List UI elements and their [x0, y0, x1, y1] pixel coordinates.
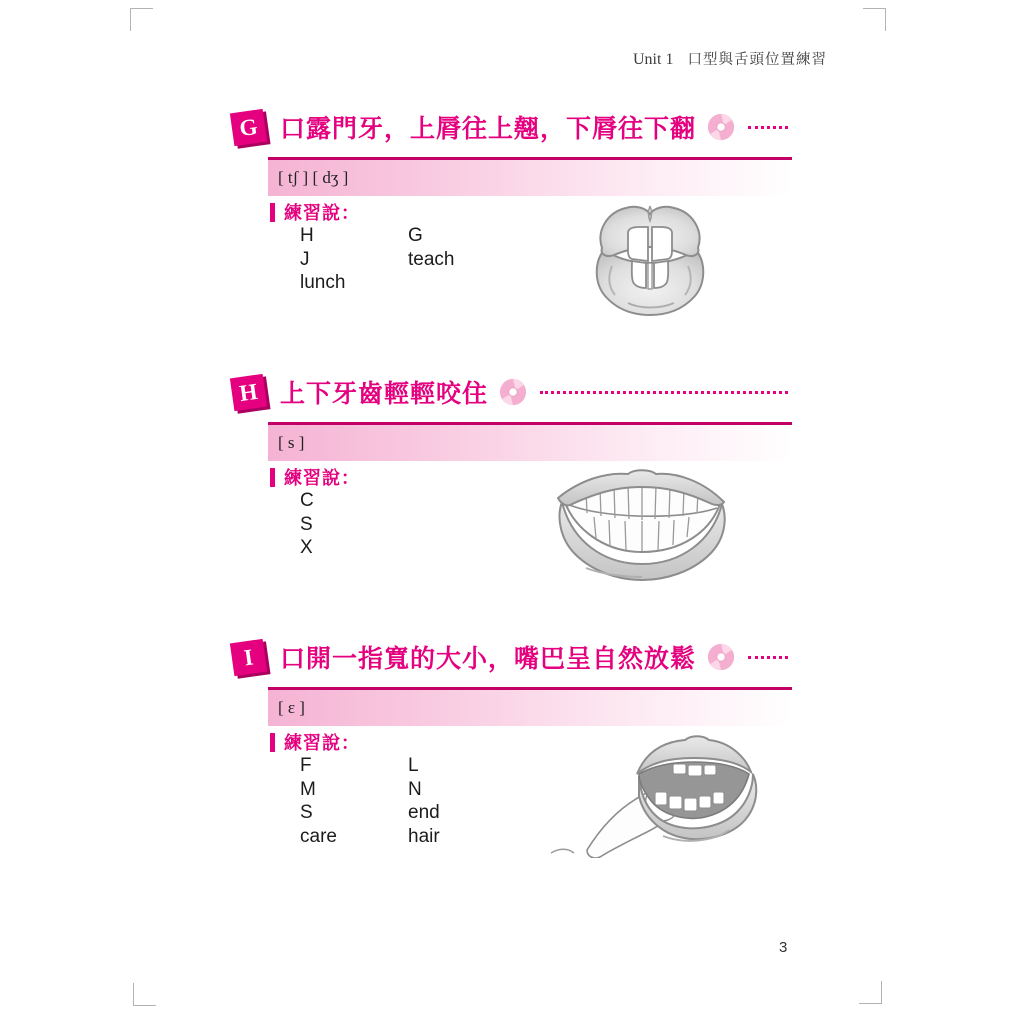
crop-mark-top-right [863, 8, 886, 31]
section-badge [230, 108, 267, 145]
chapter-title: 口型與舌頭位置練習 [687, 52, 827, 68]
section-badge [230, 638, 267, 675]
practice-marker [270, 733, 275, 752]
crop-mark-top-left [130, 8, 153, 31]
practice-marker [270, 468, 275, 487]
cd-icon [706, 642, 736, 672]
phonetic-label: [ tʃ ] [ dʒ ] [268, 160, 792, 196]
word-item: hair [408, 825, 440, 847]
section-badge [230, 373, 267, 410]
section-heading-row [232, 107, 790, 147]
word-item: lunch [300, 272, 346, 293]
word-item: F [300, 755, 312, 776]
page-number: 3 [779, 939, 788, 956]
finger-open-mouth-illustration [543, 726, 759, 858]
dotted-leader [540, 391, 788, 394]
word-column [300, 489, 408, 560]
badge-letter: G [237, 113, 260, 141]
word-column [408, 754, 440, 848]
practice-label: 練習說： [284, 468, 360, 488]
word-item: teach [408, 248, 455, 270]
practice-header [270, 201, 360, 223]
word-column [300, 224, 408, 295]
practice-label: 練習說： [284, 203, 360, 223]
word-item: N [408, 778, 422, 800]
phonetic-bar [268, 157, 792, 196]
word-item: end [408, 802, 440, 823]
section-title: 口開一指寬的大小，嘴巴呈自然放鬆 [280, 645, 697, 673]
section-title: 口露門牙，上脣往上翹，下脣往下翻 [280, 115, 697, 143]
mouth-front-teeth-illustration [588, 200, 714, 318]
phonetic-bar [268, 422, 792, 461]
word-item: H [300, 225, 314, 246]
word-item: M [300, 778, 316, 800]
word-item: care [300, 825, 337, 847]
dotted-leader [748, 656, 788, 659]
phonetic-label: [ ɛ ] [268, 690, 792, 726]
smiling-teeth-illustration [552, 462, 732, 588]
practice-label: 練習說： [284, 733, 360, 753]
word-item: C [300, 490, 314, 511]
dotted-leader [748, 126, 788, 129]
crop-mark-bottom-left [133, 983, 156, 1006]
crop-mark-bottom-right [859, 981, 882, 1004]
word-column [408, 224, 454, 295]
unit-label: Unit 1 [633, 51, 674, 68]
running-head [633, 48, 827, 69]
word-item: S [300, 802, 313, 823]
badge-letter: I [242, 643, 255, 671]
phonetic-bar [268, 687, 792, 726]
practice-marker [270, 203, 275, 222]
practice-words [300, 489, 408, 560]
practice-header [270, 731, 360, 753]
section-heading-row [232, 372, 790, 412]
section-title: 上下牙齒輕輕咬住 [280, 380, 489, 408]
badge-letter: H [237, 378, 260, 406]
word-item: J [300, 248, 310, 270]
word-column [300, 754, 408, 848]
section-heading-row [232, 637, 790, 677]
cd-icon [498, 377, 528, 407]
cd-icon [706, 112, 736, 142]
word-item: X [300, 537, 313, 558]
practice-words [300, 754, 440, 848]
practice-words [300, 224, 454, 295]
word-item: G [408, 225, 423, 246]
phonetic-label: [ s ] [268, 425, 792, 461]
word-item: L [408, 755, 419, 776]
practice-header [270, 466, 360, 488]
word-item: S [300, 513, 313, 535]
